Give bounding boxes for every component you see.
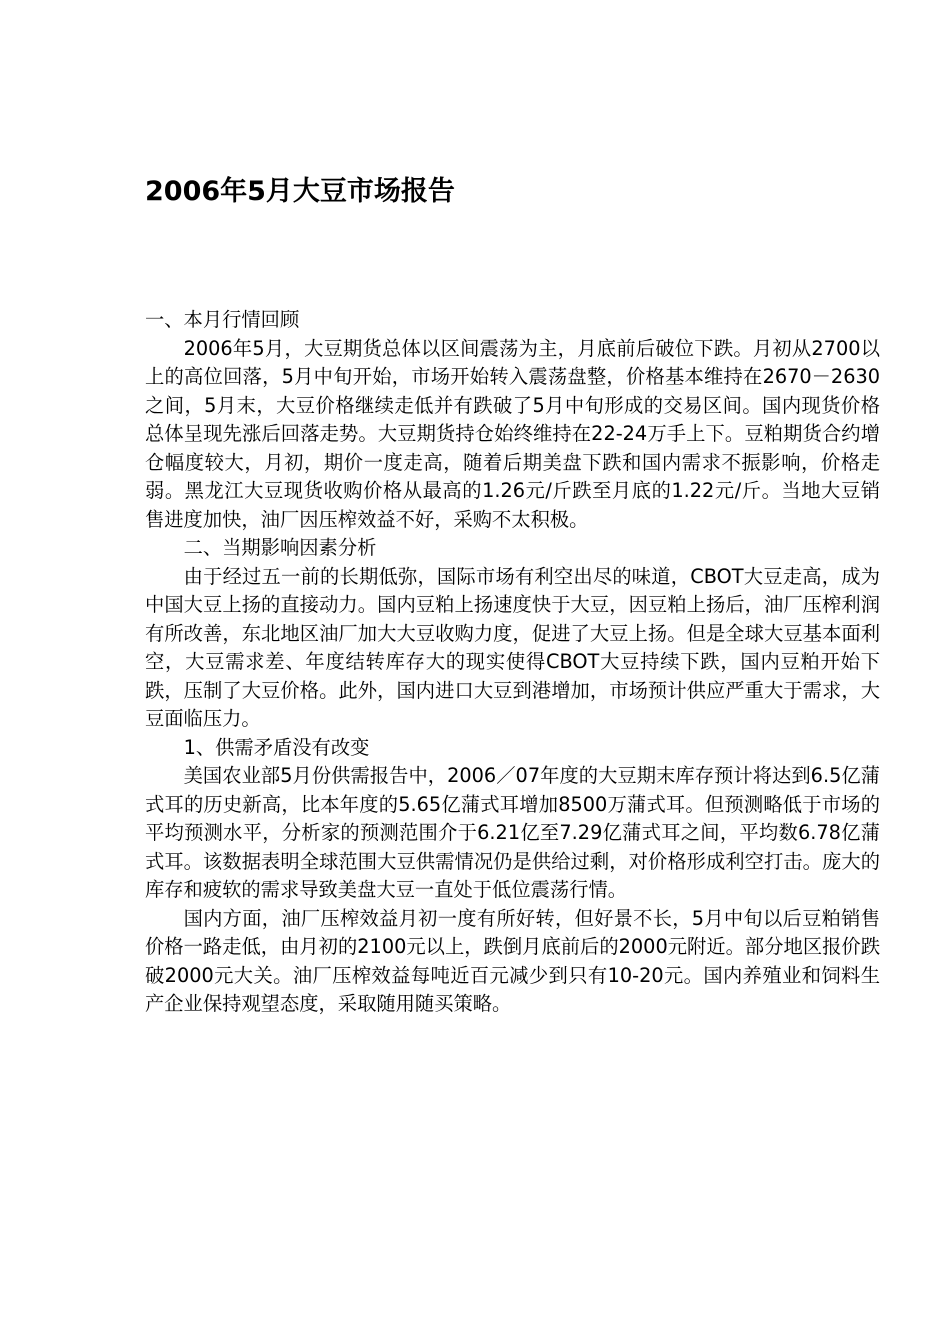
document-title: 2006年5月大豆市场报告 [145, 176, 455, 207]
section-heading-market-review: 一、本月行情回顾 [145, 308, 300, 331]
paragraph-market-review: 2006年5月，大豆期货总体以区间震荡为主，月底前后破位下跌。月初从2700以上的高位回落，5月中旬开始，市场开始转入震荡盘整，价格基本维持在2670－2630之间，5月末，大豆价格继续走低并有跌破了5月中旬形成的交易区间。国内现货价格总体呈现先涨后回落走势。大豆期货持仓始终维持在22-24万手上下。豆粕期货合约增仓幅度较大，月初，期价一度走高，随着后期美盘下跌和国内需求不振影响，价格走弱。黑龙江大豆现货收购价格从最高的1.26元/斤跌至月底的1.22元/斤。当地大豆销售进度加快，油厂因压榨效益不好，采购不太积极。 [145, 336, 880, 531]
paragraph-factors: 由于经过五一前的长期低弥，国际市场有利空出尽的味道，CBOT大豆走高，成为中国大豆上扬的直接动力。国内豆粕上扬速度快于大豆，因豆粕上扬后，油厂压榨利润有所改善，东北地区油厂加大大豆收购力度，促进了大豆上扬。但是全球大豆基本面利空，大豆需求差、年度结转库存大的现实使得CBOT大豆持续下跌，国内豆粕开始下跌，压制了大豆价格。此外，国内进口大豆到港增加，市场预计供应严重大于需求，大豆面临压力。 [145, 564, 880, 730]
document-body [145, 306, 880, 1019]
paragraph-domestic: 国内方面，油厂压榨效益月初一度有所好转，但好景不长，5月中旬以后豆粕销售价格一路走低，由月初的2100元以上，跌倒月底前后的2000元附近。部分地区报价跌破2000元大关。油厂压榨效益每吨近百元减少到只有10-20元。国内养殖业和饲料生产企业保持观望态度，采取随用随买策略。 [145, 906, 880, 1015]
paragraph-usda-report: 美国农业部5月份供需报告中，2006／07年度的大豆期末库存预计将达到6.5亿蒲式耳的历史新高，比本年度的5.65亿蒲式耳增加8500万蒲式耳。但预测略低于市场的平均预测水平，分析家的预测范围介于6.21亿至7.29亿蒲式耳之间，平均数6.78亿蒲式耳。该数据表明全球范围大豆供需情况仍是供给过剩，对价格形成利空打击。庞大的库存和疲软的需求导致美盘大豆一直处于低位震荡行情。 [145, 764, 880, 901]
subheading-supply-demand: 1、供需矛盾没有改变 [183, 735, 370, 759]
section-heading-factors: 二、当期影响因素分析 [183, 536, 377, 559]
